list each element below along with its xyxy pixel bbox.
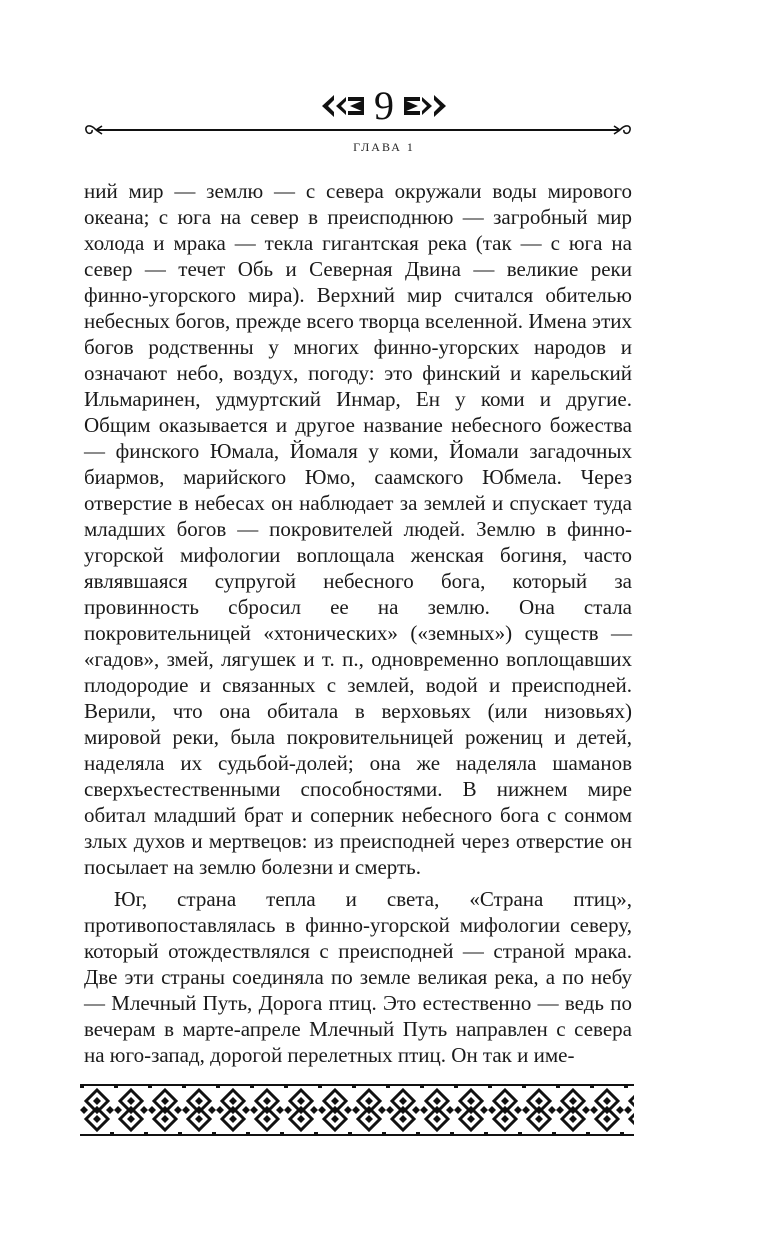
chapter-label: ГЛАВА 1 (353, 140, 415, 154)
left-ornament-icon (320, 91, 366, 121)
page-body (84, 178, 632, 1068)
page-number: 9 (374, 83, 394, 128)
paragraph: ний мир — землю — с севера окружали воды мирового океана; с юга на север в преисподнюю — загробный мир холода и мрака — текла гигантская река (так — с юга на север — течет Обь и Северная Двина — великие реки финно-угорского мира). Верхний мир считался обителью небесных богов, прежде всего творца вселенной. Имена этих богов родственны у многих финно-угорских народов и означают небо, воздух, погоду: это финский и карельский Ильмаринен, удмуртский Инмар, Ен у коми и другие. Общим оказывается и другое название небесного божества — финского Юмала, Йомаля у коми, Йомали загадочных биармов, марийского Юмо, саамского Юбмела. Через отверстие в небесах он наблюдает за землей и спускает туда младших богов — покровителей людей. Землю в финно-угорской мифологии воплощала женская богиня, часто являвшаяся супругой небесного бога, который за провинность сбросил ее на землю. Она стала покровительницей «хтонических» («земных») существ — «гадов», змей, лягушек и т. п., одновременно воплощавших плодородие и связанных с землей, водой и преисподней. Верили, что она обитала в верховьях (или низовьях) мировой реки, была покровительницей рожениц и детей, наделяла их судьбой-долей; она же наделяла шаманов сверхъестественными способностями. В нижнем мире обитал младший брат и соперник небесного бога с сонмом злых духов и мертвецов: из преисподней через отверстие он посылает на землю болезни и смерть. (84, 179, 632, 879)
folk-pattern-border-icon (80, 1084, 634, 1136)
paragraph: Юг, страна тепла и света, «Страна птиц», противопоставлялась в финно-угорской мифологии северу, который отождествлялся с преисподней — страной мрака. Две эти страны соединяла по земле великая река, а по небу — Млечный Путь, Дорога птиц. Это естественно — ведь по вечерам в марте-апреле Млечный Путь направлен с севера на юго-запад, дорогой перелетных птиц. Он так и име- (84, 887, 632, 1067)
right-ornament-icon (402, 91, 448, 121)
header-rule (82, 122, 634, 138)
